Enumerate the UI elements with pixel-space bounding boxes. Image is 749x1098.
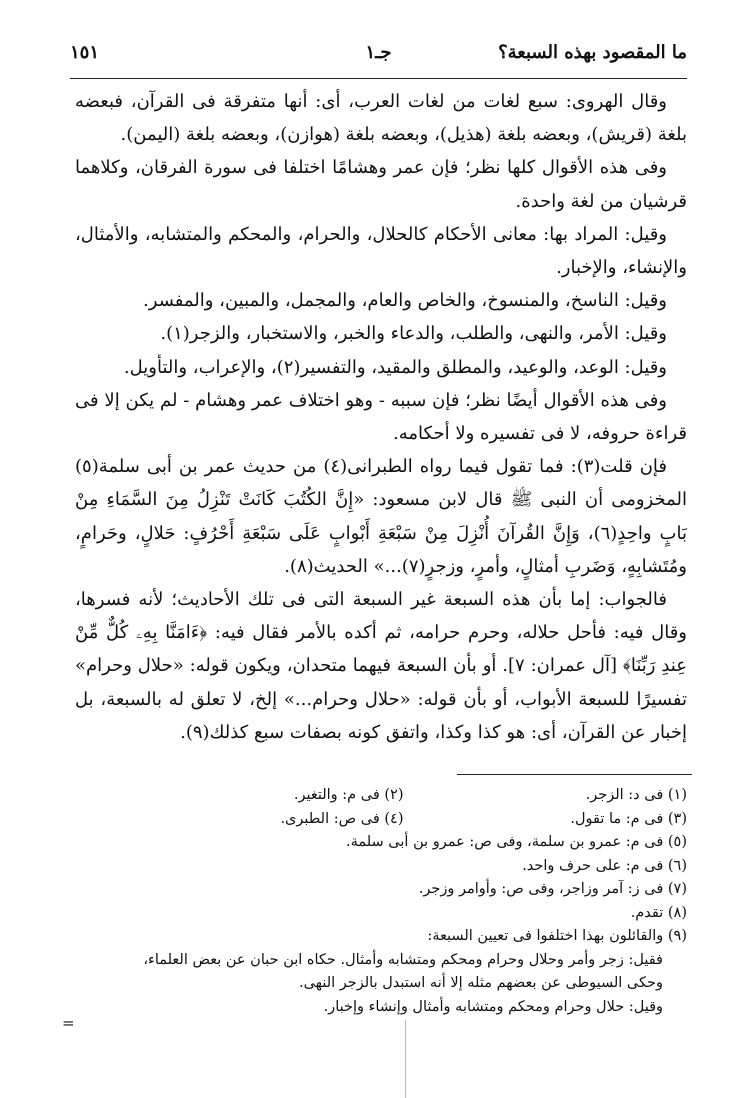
- edge-mark: =: [62, 1014, 75, 1032]
- footnote-9: (٩) والقائلون بهذا اختلفوا فى تعيين السبعة:: [427, 928, 687, 944]
- footnote-8: (٨) تقدم.: [630, 904, 687, 921]
- footnote-6: (٦) فى م: على حرف واحد.: [522, 857, 687, 874]
- main-text: [75, 85, 687, 749]
- footnote-9-detail: فقيل: زجر وأمر وحلال وحرام ومحكم ومتشابه وأمثال. حكاه ابن حبان عن بعض العلماء،: [143, 951, 663, 968]
- binding-line: [405, 1020, 406, 1098]
- page-number: ١٥١: [70, 42, 100, 63]
- footnotes: [120, 784, 687, 1019]
- footnote-3: (٣) فى م: ما تقول.: [570, 810, 687, 827]
- paragraph: وقيل: الوعد، والوعيد، والمطلق والمقيد، والتفسير(٢)، والإعراب، والتأويل.: [123, 356, 667, 378]
- paragraph: وفى هذه الأقوال كلها نظر؛ فإن عمر وهشامًا اختلفا فى سورة الفرقان، وكلاهما قرشيان من لغة واحدة.: [75, 157, 687, 212]
- footnote-4: (٤) فى ص: الطبرى.: [280, 810, 404, 827]
- footnote-9-detail: وقيل: حلال وحرام ومحكم ومتشابه وأمثال وإنشاء وإخبار.: [323, 998, 663, 1015]
- footnote-7: (٧) فى ز: آمر وزاجر، وفى ص: وأوامر وزجر.: [418, 881, 687, 897]
- footnote-5: (٥) فى م: عمرو بن سلمة، وفى ص: عمرو بن أبى سلمة.: [345, 834, 687, 850]
- footnote-2: (٢) فى م: والتغير.: [293, 787, 404, 803]
- paragraph: وقيل: الأمر، والنهى، والطلب، والدعاء والخبر، والاستخبار، والزجر(١).: [160, 323, 667, 345]
- header-title: ما المقصود بهذه السبعة؟: [498, 42, 687, 63]
- paragraph: وقيل: المراد بها: معانى الأحكام كالحلال، والحرام، والمحكم والمتشابه، والأمثال، والإنشاء، والإخبار.: [75, 223, 687, 279]
- footnote-row: [120, 808, 687, 832]
- header-rule: [70, 78, 687, 79]
- paragraph: وقيل: الناسخ، والمنسوخ، والخاص والعام، والمجمل، والمبين، والمفسر.: [143, 290, 667, 312]
- paragraph: وفى هذه الأقوال أيضًا نظر؛ فإن سببه - وهو اختلاف عمر وهشام - لم يكن إلا فى قراءة حروفه، لا فى تفسيره ولا أحكامه.: [75, 389, 687, 445]
- paragraph: فالجواب: إما بأن هذه السبعة غير السبعة التى فى تلك الأحاديث؛ لأنه فسرها، وقال فيه: فأحل حلاله، وحرم حرامه، ثم أكده بالأمر فقال فيه: ﴿ءَامَنَّا بِهِۦ كُلٌّ مِّنْ عِندِ رَبِّنَا﴾ [آل عمران: ٧]. أو بأن السبعة فيهما متحدان، ويكون قوله: «حلال وحرام» تفسيرًا للسبعة الأبواب، أو بأن قوله: «حلال وحرام...» إلخ، لا تعلق له بالسبعة، بل إخبار عن القرآن، أى: هو كذا وكذا، واتفق كونه بصفات سبع كذلك(٩).: [75, 589, 687, 743]
- footnote-1: (١) فى د: الزجر.: [585, 787, 687, 803]
- paragraph: وقال الهروى: سبع لغات من لغات العرب، أى: أنها متفرقة فى القرآن، فبعضه بلغة (قريش)، وبعضه بلغة (هذيل)، وبعضه بلغة (هوازن)، وبعضه بلغة (اليمن).: [75, 91, 687, 146]
- paragraph: فإن قلت(٣): فما تقول فيما رواه الطبرانى(٤) من حديث عمر بن أبى سلمة(٥) المخزومى أن النبى ﷺ قال لابن مسعود: «إِنَّ الكُتُبَ كَانَتْ تَنْزِلُ مِنَ السَّمَاءِ مِنْ بَابٍ واحِدٍ(٦)، وَإِنَّ القُرآنَ أُنْزِلَ مِنْ سَبْعَةِ أَبْوابٍ عَلَى سَبْعَةِ أَحْرُفٍ: حَلالٍ، وحَرامٍ، ومُتَشابِهٍ، وَضَربِ أمثالٍ، وأمرٍ، وزجرٍ(٧)...» الحديث(٨).: [75, 456, 687, 577]
- footnote-row: [120, 784, 687, 808]
- footnote-rule: [457, 774, 692, 775]
- running-header: [70, 36, 687, 70]
- footnote-9-detail: وحكى السيوطى عن بعضهم مثله إلا أنه استبدل بالزجر النهى.: [298, 975, 663, 991]
- header-volume: جـ١: [365, 42, 392, 63]
